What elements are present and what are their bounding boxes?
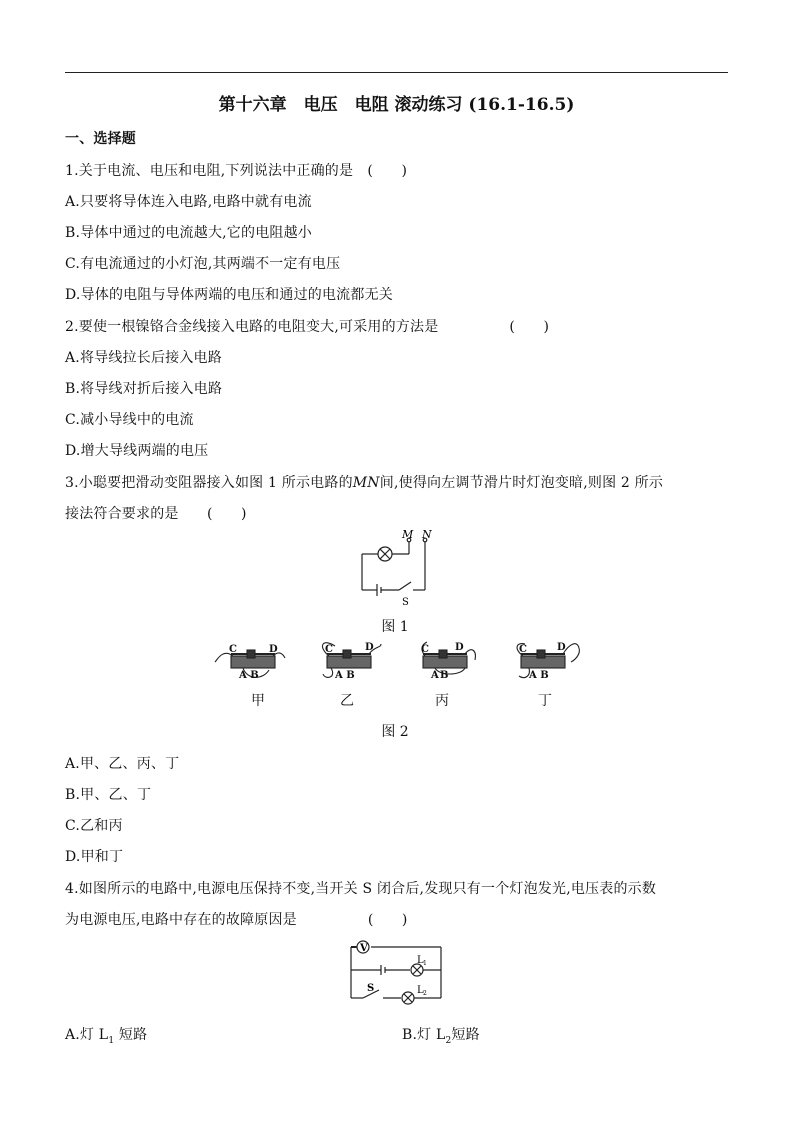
q2-option-c: C.减小导线中的电流: [65, 412, 194, 428]
q4-label-l2-sub: 2: [423, 990, 427, 997]
fig2-ding-label-c: C: [519, 644, 527, 655]
q1-option-a: A.只要将导体连入电路,电路中就有电流: [65, 194, 312, 210]
q3-stem-line2: 接法符合要求的是 ( ): [65, 506, 247, 522]
q4-option-b-pre: B.灯 L: [402, 1027, 446, 1043]
q4-label-l2: L: [417, 985, 424, 996]
q4-option-a-post: 短路: [114, 1027, 148, 1043]
q4-option-b-sub: 2: [445, 1035, 452, 1046]
q1-stem: 1.关于电流、电压和电阻,下列说法中正确的是 ( ): [65, 163, 408, 179]
fig2-bing-label-b: B: [440, 670, 449, 681]
fig2-ding-label-ab: A B: [529, 670, 549, 681]
q4-option-a-sub: 1: [108, 1035, 115, 1046]
q3-option-d: D.甲和丁: [65, 849, 124, 865]
fig2-ding-label-d: D: [557, 642, 566, 653]
q4-option-b: [402, 1024, 480, 1046]
fig2-bing-label-d: D: [455, 642, 464, 653]
fig1-label-n: N: [422, 528, 432, 541]
q4-circuit-figure: [345, 936, 449, 1008]
fig2-yi-label-d: D: [365, 642, 374, 653]
q3-figure-2-caption: 图 2: [381, 724, 409, 740]
q2-option-b: B.将导线对折后接入电路: [65, 381, 223, 397]
q4-label-l1-sub: 1: [423, 960, 427, 967]
q4-label-s: S: [367, 983, 375, 994]
q3-stem-pre: 3.小聪要把滑动变阻器接入如图 1 所示电路的: [65, 475, 353, 491]
switch-icon: [399, 582, 411, 590]
fig2-jia-label-ab: A B: [239, 670, 259, 681]
q1-option-c: C.有电流通过的小灯泡,其两端不一定有电压: [65, 256, 341, 272]
section-heading: 一、选择题: [65, 131, 136, 147]
fig2-bing-label-c: C: [421, 644, 429, 655]
q3-figure-1-circuit: [355, 526, 435, 610]
header-rule: [65, 72, 728, 73]
q2-option-a: A.将导线拉长后接入电路: [65, 350, 222, 366]
q4-label-l1: L: [417, 955, 424, 966]
q3-figure-1-caption: 图 1: [381, 619, 409, 635]
q2-option-d: D.增大导线两端的电压: [65, 443, 209, 459]
fig2-item-jia: 甲: [251, 693, 265, 709]
q4-option-a-pre: A.灯 L: [65, 1027, 109, 1043]
q3-stem-mn: MN: [352, 475, 380, 491]
q4-option-b-post: 短路: [451, 1027, 480, 1043]
q4-stem-line1: 4.如图所示的电路中,电源电压保持不变,当开关 S 闭合后,发现只有一个灯泡发光,电压表的示数: [65, 881, 657, 897]
fig2-yi-label-ab: A B: [335, 670, 355, 681]
q3-option-a: A.甲、乙、丙、丁: [65, 756, 180, 772]
q4-stem-line2: 为电源电压,电路中存在的故障原因是 ( ): [65, 912, 408, 928]
fig2-jia-label-c: C: [229, 644, 237, 655]
q3-figure-2-rheostats: [213, 640, 593, 685]
fig1-label-m: M: [402, 528, 414, 541]
rheostat-icon-bing: [422, 642, 475, 674]
q4-option-a: [65, 1024, 147, 1046]
page-title: 第十六章 电压 电阻 滚动练习 (16.1-16.5): [218, 95, 575, 115]
fig2-jia-label-d: D: [269, 644, 278, 655]
q3-stem-line1: [65, 472, 663, 492]
fig1-label-s: S: [402, 597, 409, 608]
fig2-item-ding: 丁: [538, 693, 552, 709]
q3-stem-post: 间,使得向左调节滑片时灯泡变暗,则图 2 所示: [379, 475, 664, 491]
q1-option-d: D.导体的电阻与导体两端的电压和通过的电流都无关: [65, 287, 393, 303]
fig2-yi-label-c: C: [325, 644, 333, 655]
fig2-bing-label-a: A: [431, 670, 439, 681]
fig2-item-bing: 丙: [435, 693, 449, 709]
q3-option-c: C.乙和丙: [65, 818, 123, 834]
q4-label-v: V: [360, 943, 368, 954]
q2-stem: 2.要使一根镍铬合金线接入电路的电阻变大,可采用的方法是 ( ): [65, 319, 550, 335]
fig2-item-yi: 乙: [340, 693, 354, 709]
q3-option-b: B.甲、乙、丁: [65, 787, 152, 803]
q1-option-b: B.导体中通过的电流越大,它的电阻越小: [65, 225, 312, 241]
